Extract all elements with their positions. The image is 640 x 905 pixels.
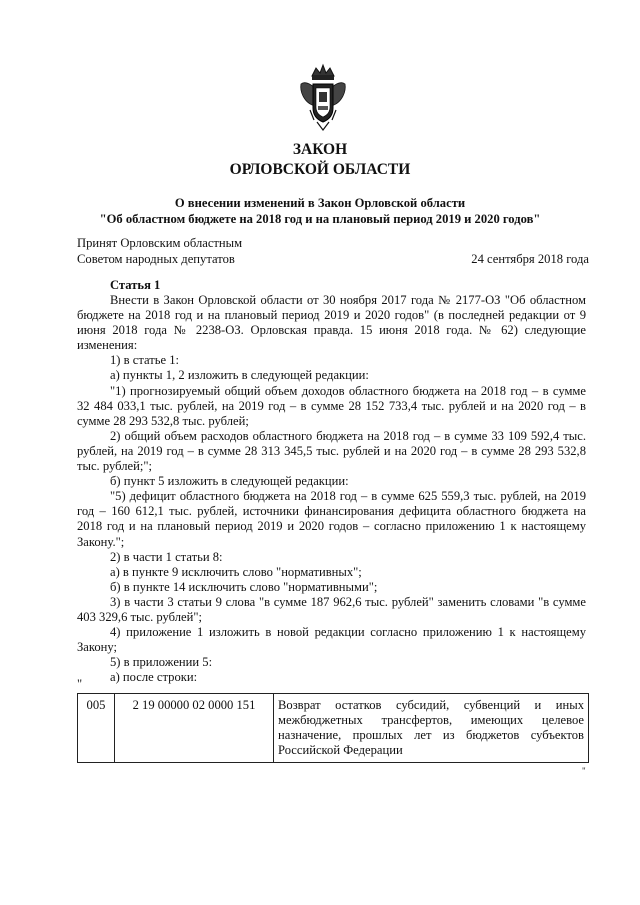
- paragraph: 5) в приложении 5:: [110, 655, 213, 670]
- revenue-name-cell: Возврат остатков субсидий, субвенций и иных межбюджетных трансфертов, имеющих целевое назначение, прошлых лет из бюджетов субъектов Российской Федерации: [274, 694, 589, 763]
- paragraph: а) после строки:: [110, 670, 198, 685]
- paragraph: 2) в части 1 статьи 8:: [110, 549, 223, 564]
- close-quote: ": [582, 766, 586, 776]
- paragraph: б) пункт 5 изложить в следующей редакции:: [110, 474, 349, 489]
- law-title: ЗАКОН: [292, 141, 348, 158]
- adopted-by-line1: Принят Орловским областным: [77, 236, 243, 250]
- paragraph: а) в пункте 9 исключить слово "нормативных";: [110, 564, 362, 579]
- adopted-by-line2: Советом народных депутатов: [77, 252, 235, 266]
- paragraph: 4) приложение 1 изложить в новой редакции согласно приложению 1 к настоящему Закону;: [77, 625, 586, 655]
- paragraph: "1) прогнозируемый общий объем доходов областного бюджета на 2018 год – в сумме 32 484 033,1 тыс. рублей, на 2019 год – в сумме 28 152 733,4 тыс. рублей и на 2020 год – в сумме 28 293 532,8 тыс. рублей;: [77, 383, 586, 428]
- adoption-date: 24 сентября 2018 года: [471, 252, 589, 266]
- paragraph: "5) дефицит областного бюджета на 2018 год – в сумме 625 559,3 тыс. рублей, на 2019 год – 160 612,1 тыс. рублей, источники финансирования дефицита областного бюджета на 2018 год и на плановый период 2019 и 2020 годов – согласно приложению 1 к настоящему Закону.";: [77, 489, 586, 549]
- article-body: [77, 293, 586, 685]
- table-row: [78, 694, 589, 763]
- paragraph: а) пункты 1, 2 изложить в следующей редакции:: [110, 368, 369, 383]
- budget-table: [77, 693, 589, 763]
- paragraph: Внести в Закон Орловской области от 30 ноября 2017 года № 2177-ОЗ "Об областном бюджете на 2018 год и на плановый период 2019 и 2020 годов" (в последней редакции от 9 июня 2018 года № 2238-ОЗ. Орловская правда. 15 июня 2018 года. № 62) следующие изменения:: [77, 293, 586, 353]
- law-subtitle-line2: "Об областном бюджете на 2018 год и на плановый период 2019 и 2020 годов": [99, 212, 541, 226]
- law-region-title: ОРЛОВСКОЙ ОБЛАСТИ: [229, 161, 411, 178]
- paragraph: б) в пункте 14 исключить слово "нормативными";: [110, 579, 378, 594]
- budget-classification-code-cell: 2 19 00000 02 0000 151: [115, 694, 274, 763]
- orel-coat-of-arms-icon: [298, 62, 348, 134]
- admin-code-cell: 005: [78, 694, 115, 763]
- law-subtitle-line1: О внесении изменений в Закон Орловской области: [174, 196, 466, 210]
- paragraph: 3) в части 3 статьи 9 слова "в сумме 187 962,6 тыс. рублей" заменить словами "в сумме 403 329,6 тыс. рублей";: [77, 594, 586, 624]
- paragraph: 2) общий объем расходов областного бюджета на 2018 год – в сумме 33 109 592,4 тыс. рублей, на 2019 год – в сумме 28 313 345,5 тыс. рублей и на 2020 год – в сумме 28 293 532,8 тыс. рублей;";: [77, 428, 586, 474]
- open-quote: ": [77, 677, 83, 691]
- paragraph: 1) в статье 1:: [110, 353, 180, 368]
- article-heading: Статья 1: [110, 278, 161, 292]
